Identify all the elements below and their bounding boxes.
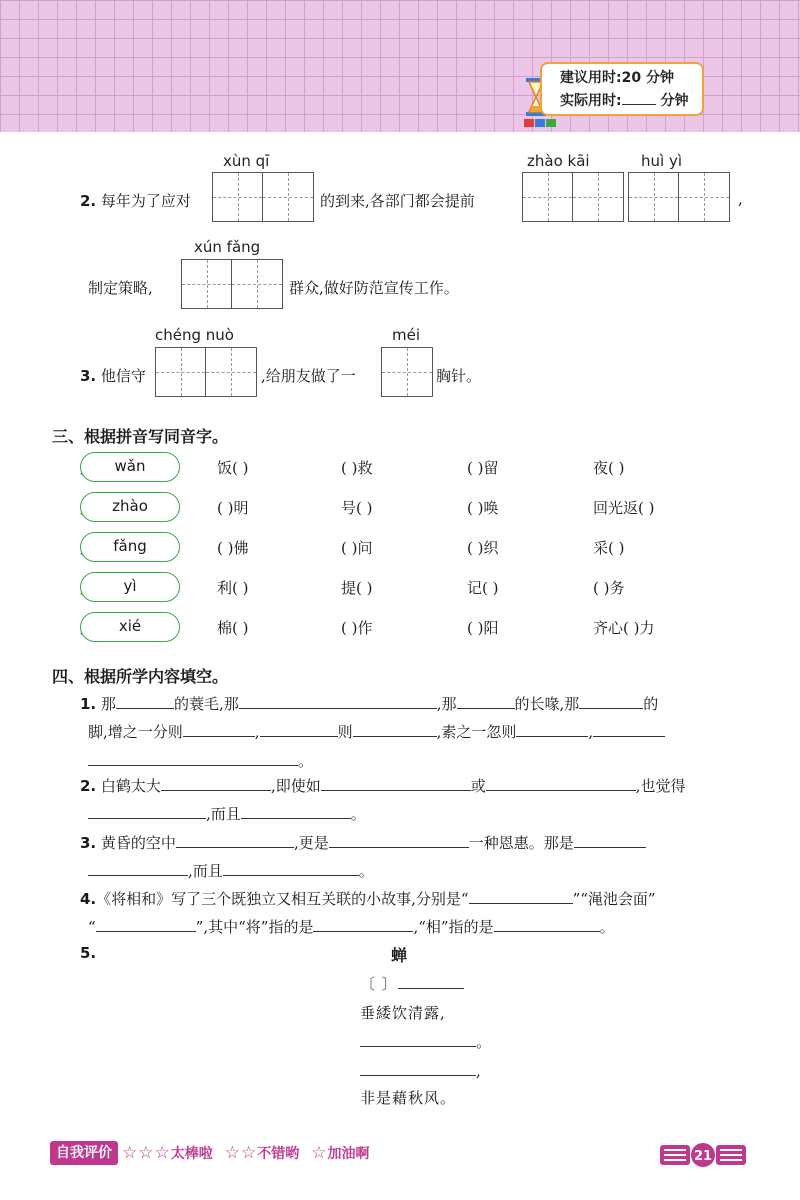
poem-line-2: 。 <box>360 1031 492 1052</box>
homophone-word[interactable]: ( )留 <box>467 459 499 477</box>
poem-author-line: 〔 〕 <box>360 973 464 994</box>
section3-title: 三、根据拼音写同音字。 <box>52 427 229 446</box>
q3-text2: ,给朋友做了一 <box>261 367 356 385</box>
pinyin-pill: wǎn <box>80 452 180 482</box>
answer-box-xunfang[interactable] <box>181 259 283 309</box>
homophone-word[interactable]: 采( ) <box>593 539 625 557</box>
q2-text4: 群众,做好防范宣传工作。 <box>289 279 459 297</box>
q3-text3: 胸针。 <box>436 367 482 385</box>
q2-line1-start: 2. 每年为了应对 <box>80 192 191 210</box>
homophone-word[interactable]: 利( ) <box>217 579 249 597</box>
homophone-word[interactable]: 饭( ) <box>217 459 249 477</box>
self-evaluation <box>50 1141 382 1165</box>
s4-q4-line1: 4.《将相和》写了三个既独立又相互关联的小故事,分别是“ ”“渑池会面” <box>80 890 656 908</box>
eval-label: 自我评价 <box>50 1141 118 1165</box>
actual-time: 实际用时: 分钟 <box>560 93 689 109</box>
homophone-word[interactable]: ( )问 <box>341 539 373 557</box>
star-icon[interactable]: ☆ <box>311 1143 327 1163</box>
s4-q2-line2: ,而且 。 <box>88 803 366 824</box>
pinyin-xunqi: xùn qī <box>223 152 270 170</box>
pinyin-pill: fǎng <box>80 532 180 562</box>
homophone-word[interactable]: 提( ) <box>341 579 373 597</box>
s4-q5-num: 5. <box>80 944 97 962</box>
pinyin-chengnuo: chéng nuò <box>155 326 234 344</box>
star-icon[interactable]: ☆ <box>241 1143 257 1163</box>
homophone-word[interactable]: 齐心( )力 <box>593 619 655 637</box>
homophone-word[interactable]: ( )救 <box>341 459 373 477</box>
poem-title: 蝉 <box>391 946 408 965</box>
homophone-word[interactable]: 棉( ) <box>217 619 249 637</box>
page-number-badge <box>660 1143 746 1167</box>
s4-q1-line1: 1. 那 的蓑毛,那 ,那 的长喙,那 的 <box>80 695 659 713</box>
homophone-word[interactable]: 记( ) <box>467 579 499 597</box>
poem-line-4: 非是藉秋风。 <box>360 1089 457 1107</box>
q2-comma: , <box>738 190 743 208</box>
pinyin-zhaokai: zhào kāi <box>527 152 590 170</box>
answer-box-huiyi[interactable] <box>628 172 730 222</box>
q3-line-start: 3. 他信守 <box>80 367 146 385</box>
pinyin-mei: méi <box>392 326 421 344</box>
poem-line-1: 垂緌饮清露, <box>360 1004 446 1022</box>
pinyin-pill: zhào <box>80 492 180 522</box>
star-icon[interactable]: ☆ <box>224 1143 240 1163</box>
homophone-word[interactable]: ( )作 <box>341 619 373 637</box>
s4-q4-line2: “ ”,其中“将”指的是 ,“相”指的是 。 <box>88 918 615 936</box>
homophone-word[interactable]: ( )阳 <box>467 619 499 637</box>
s4-q1-line2: 脚,增之一分则 , 则 ,素之一忽则 , <box>88 721 665 742</box>
suggest-time: 建议用时:20 分钟 <box>560 70 674 86</box>
q2-text2: 的到来,各部门都会提前 <box>320 192 475 210</box>
pinyin-huiyi: huì yì <box>641 152 682 170</box>
answer-box-xunqi[interactable] <box>212 172 314 222</box>
star-icon[interactable]: ☆ <box>138 1143 154 1163</box>
rate-great: 太棒啦 <box>170 1146 213 1162</box>
s4-q2-line1: 2. 白鹤太大 ,即使如 或 ,也觉得 <box>80 777 686 795</box>
homophone-word[interactable]: ( )唤 <box>467 499 499 517</box>
homophone-word[interactable]: ( )明 <box>217 499 249 517</box>
s4-q3-line1: 3. 黄昏的空中 ,更是 一种恩惠。那是 <box>80 832 646 853</box>
answer-box-zhaokai[interactable] <box>522 172 624 222</box>
pinyin-pill: yì <box>80 572 180 602</box>
pinyin-xunfang: xún fǎng <box>194 238 261 256</box>
homophone-word[interactable]: 回光返( ) <box>593 499 655 517</box>
page-number: 21 <box>693 1149 713 1164</box>
homophone-word[interactable]: ( )务 <box>593 579 625 597</box>
homophone-word[interactable]: 号( ) <box>341 499 373 517</box>
q2-text3: 制定策略, <box>88 279 153 297</box>
homophone-word[interactable]: ( )佛 <box>217 539 249 557</box>
pinyin-pill: xié <box>80 612 180 642</box>
time-box <box>540 62 704 116</box>
rate-keep-going: 加油啊 <box>327 1146 370 1162</box>
s4-q3-line2: ,而且 。 <box>88 860 374 881</box>
answer-box-chengnuo[interactable] <box>155 347 257 397</box>
rate-good: 不错哟 <box>257 1146 300 1162</box>
s4-q1-line3: 。 <box>88 750 313 771</box>
poem-line-3: , <box>360 1060 482 1080</box>
star-icon[interactable]: ☆ <box>122 1143 138 1163</box>
star-icon[interactable]: ☆ <box>154 1143 170 1163</box>
section4-title: 四、根据所学内容填空。 <box>52 667 229 686</box>
homophone-word[interactable]: ( )织 <box>467 539 499 557</box>
answer-box-mei[interactable] <box>381 347 433 397</box>
homophone-word[interactable]: 夜( ) <box>593 459 625 477</box>
